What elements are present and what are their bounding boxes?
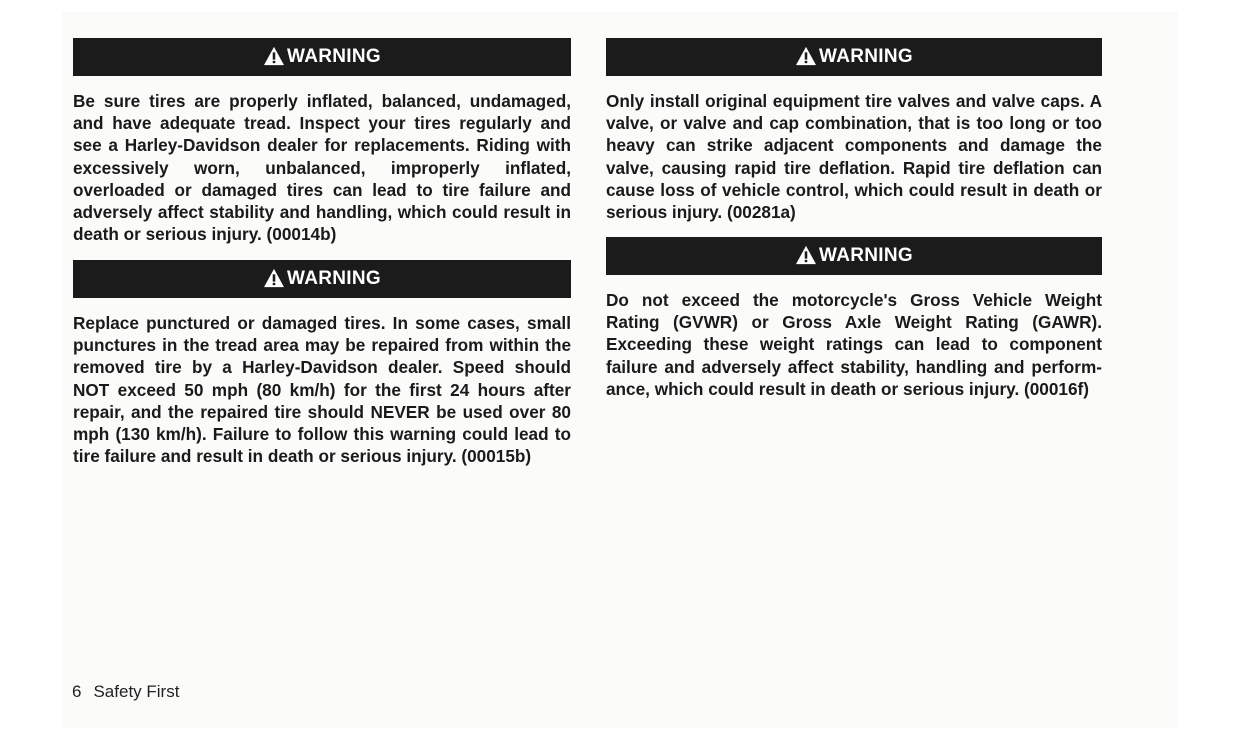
warning-text: Only install original equipment tire valves and valve caps. A valve, or valve and cap combination, that is too long or too heavy can strike adjacent components and damage the valve, causing rapid tire deflation. Rapid tire deflation can cause loss of vehicle control, which could result in death or serious injury. (00281a): [606, 91, 1102, 223]
warning-block: [606, 237, 1102, 400]
warning-triangle-icon: [263, 46, 285, 66]
warning-block: [73, 38, 571, 245]
warning-title: WARNING: [287, 268, 381, 289]
warning-block: [73, 260, 571, 467]
page-number: 6: [72, 682, 82, 701]
warning-text: Replace punctured or damaged tires. In some cases, small punctures in the tread area may be repaired from within the removed tire by a Harley-Davidson dealer. Speed should NOT exceed 50 mph (80 km/h) for the first 24 hours after repair, and the repaired tire should NEVER be used over 80 mph (130 km/h). Failure to follow this warning could lead to tire failure and result in death or serious injury. (00015b): [73, 313, 571, 467]
warning-header: [606, 38, 1102, 76]
warning-triangle-icon: [795, 46, 817, 66]
warning-header: [606, 237, 1102, 275]
page-footer: [72, 682, 179, 702]
warning-header: [73, 260, 571, 298]
warning-title: WARNING: [819, 46, 913, 67]
warning-header: [73, 38, 571, 76]
warning-triangle-icon: [263, 268, 285, 288]
warning-text: Be sure tires are properly inflated, balanced, undamaged, and have adequate tread. Inspect your tires regularly and see a Harley-Davidson dealer for replacements. Riding with excessively worn, unbalanced, improperly inflated, overloaded or damaged tires can lead to tire failure and adversely affect stability and handling, which could result in death or serious injury. (00014b): [73, 91, 571, 245]
warning-text: Do not exceed the motorcycle's Gross Vehicle Weight Rating (GVWR) or Gross Axle Weight Rating (GAWR). Exceeding these weight ratings can lead to component failure and adversely affect stability, handling and performance, which could result in death or serious injury. (00016f): [606, 290, 1102, 399]
warning-title: WARNING: [819, 245, 913, 266]
manual-page: [62, 12, 1178, 728]
section-title: Safety First: [93, 682, 180, 701]
warning-triangle-icon: [795, 245, 817, 265]
warning-block: [606, 38, 1102, 223]
warning-title: WARNING: [287, 46, 381, 67]
